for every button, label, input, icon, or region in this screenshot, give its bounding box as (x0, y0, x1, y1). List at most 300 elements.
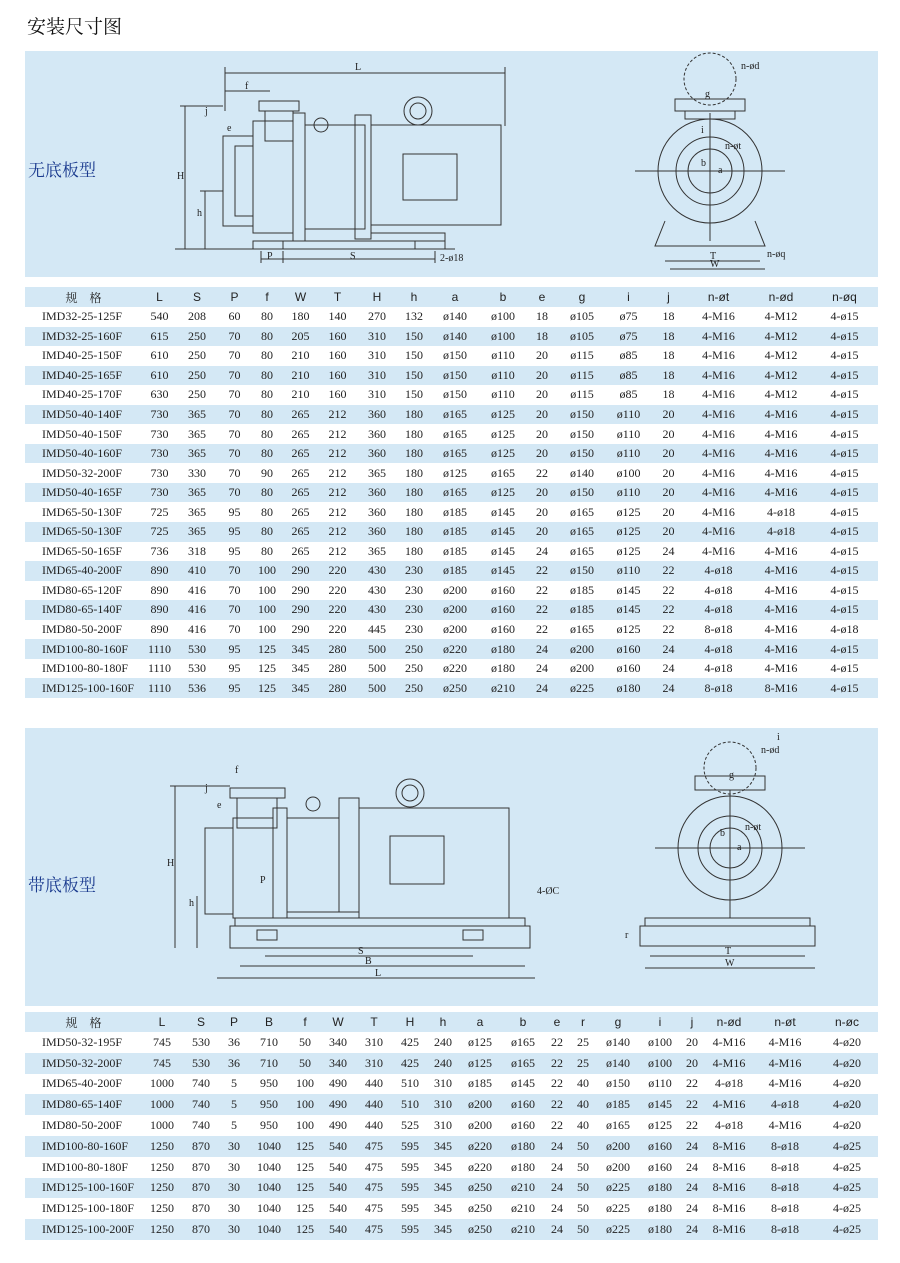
table-cell: 490 (320, 1074, 356, 1095)
table-cell: 8-ø18 (686, 678, 751, 698)
table-row (25, 1198, 878, 1219)
table-cell: 4-ø18 (686, 600, 751, 620)
table-cell: 24 (680, 1178, 704, 1199)
table-cell: 4-M16 (751, 483, 811, 503)
column-header: g (596, 1012, 640, 1032)
svg-text:n-ød: n-ød (741, 61, 760, 72)
table-cell: 24 (651, 678, 686, 698)
model-cell: IMD50-40-140F (25, 405, 142, 425)
svg-text:4-ØC: 4-ØC (537, 886, 560, 897)
table-cell: 24 (651, 542, 686, 562)
table-cell: 70 (217, 463, 252, 483)
table-cell: 4-ø20 (816, 1094, 878, 1115)
table-cell: 500 (356, 678, 398, 698)
table-cell: 430 (356, 581, 398, 601)
table-cell: 4-M16 (751, 600, 811, 620)
table-cell: ø180 (640, 1198, 680, 1219)
table-cell: 24 (544, 1157, 570, 1178)
table-cell: ø180 (640, 1178, 680, 1199)
table-cell: 730 (142, 463, 177, 483)
table-cell: ø110 (640, 1074, 680, 1095)
table-cell: 80 (252, 385, 282, 405)
table-cell: 80 (252, 366, 282, 386)
table-cell: 4-M16 (686, 405, 751, 425)
table-cell: 160 (319, 385, 356, 405)
column-header: r (570, 1012, 596, 1032)
table-cell: ø160 (606, 639, 651, 659)
table-cell: 20 (526, 424, 558, 444)
table-cell: 240 (428, 1053, 458, 1074)
table-cell: 100 (252, 561, 282, 581)
table-row (25, 1157, 878, 1178)
model-cell: IMD50-40-150F (25, 424, 142, 444)
table-cell: 180 (398, 424, 430, 444)
table-cell: 250 (398, 659, 430, 679)
table-cell: 4-M12 (751, 385, 811, 405)
table-cell: 416 (177, 620, 217, 640)
table-cell: ø165 (558, 542, 606, 562)
table-cell: 365 (356, 463, 398, 483)
table-row (25, 639, 878, 659)
svg-text:S: S (350, 251, 356, 262)
table-cell: 180 (398, 463, 430, 483)
table-cell: 4-ø15 (811, 327, 878, 347)
table-cell: 445 (356, 620, 398, 640)
table-cell: 24 (680, 1157, 704, 1178)
table-cell: 530 (182, 1032, 220, 1053)
table-cell: 365 (356, 542, 398, 562)
svg-text:b: b (701, 158, 706, 169)
table-cell: 8-ø18 (754, 1136, 816, 1157)
table-cell: ø125 (480, 444, 526, 464)
table-cell: 22 (544, 1032, 570, 1053)
table-cell: 22 (544, 1115, 570, 1136)
table-cell: 540 (320, 1157, 356, 1178)
table-cell: 20 (651, 424, 686, 444)
table-cell: ø185 (458, 1074, 502, 1095)
table-cell: ø200 (458, 1094, 502, 1115)
table-cell: 24 (526, 659, 558, 679)
table-cell: ø110 (480, 366, 526, 386)
table-cell: ø150 (558, 405, 606, 425)
table-cell: 25 (570, 1032, 596, 1053)
table-cell: 740 (182, 1094, 220, 1115)
table-cell: 265 (282, 522, 319, 542)
column-header: 规 格 (25, 1012, 142, 1032)
table-cell: ø105 (558, 307, 606, 327)
svg-text:f: f (235, 765, 239, 776)
table-cell: 20 (651, 483, 686, 503)
table-row (25, 1094, 878, 1115)
table-cell: 50 (570, 1219, 596, 1240)
table-cell: 60 (217, 307, 252, 327)
table-cell: 310 (428, 1115, 458, 1136)
table-cell: ø200 (430, 600, 480, 620)
table-cell: 265 (282, 405, 319, 425)
table-cell: ø185 (430, 502, 480, 522)
table-cell: 490 (320, 1094, 356, 1115)
table-cell: 180 (282, 307, 319, 327)
svg-text:L: L (375, 968, 382, 979)
table-row (25, 366, 878, 386)
table-cell: 205 (282, 327, 319, 347)
table-cell: 360 (356, 444, 398, 464)
table-cell: 212 (319, 463, 356, 483)
table-cell: ø125 (430, 463, 480, 483)
svg-text:n-øt: n-øt (745, 822, 762, 833)
table-cell: ø140 (596, 1032, 640, 1053)
table-cell: 290 (282, 620, 319, 640)
table-cell: 80 (252, 405, 282, 425)
table-cell: 24 (544, 1178, 570, 1199)
table-cell: 310 (428, 1074, 458, 1095)
table-cell: 4-M16 (686, 385, 751, 405)
table-cell: 180 (398, 542, 430, 562)
table-cell: ø125 (640, 1115, 680, 1136)
side-view-no-baseplate (175, 67, 505, 263)
table-cell: 80 (252, 346, 282, 366)
table-cell: 265 (282, 424, 319, 444)
table-cell: 345 (282, 639, 319, 659)
table-cell: 4-M16 (751, 424, 811, 444)
table-cell: 1040 (248, 1157, 290, 1178)
table-cell: 4-ø18 (686, 561, 751, 581)
table-cell: 180 (398, 502, 430, 522)
table-cell: 475 (356, 1136, 392, 1157)
table-cell: 5 (220, 1074, 248, 1095)
column-header: n-øc (816, 1012, 878, 1032)
model-cell: IMD40-25-170F (25, 385, 142, 405)
table-cell: ø160 (606, 659, 651, 679)
table-cell: ø165 (430, 424, 480, 444)
table-cell: 70 (217, 581, 252, 601)
svg-text:h: h (197, 208, 202, 219)
table-cell: ø165 (502, 1032, 544, 1053)
table-cell: 30 (220, 1136, 248, 1157)
table-cell: 150 (398, 346, 430, 366)
table-cell: 4-M16 (686, 483, 751, 503)
svg-text:n-øq: n-øq (767, 249, 786, 260)
table-cell: ø145 (606, 581, 651, 601)
svg-text:H: H (177, 171, 185, 182)
table-cell: ø125 (458, 1053, 502, 1074)
table-cell: 90 (252, 463, 282, 483)
table-cell: 710 (248, 1053, 290, 1074)
model-cell: IMD125-100-160F (25, 678, 142, 698)
table-cell: 95 (217, 639, 252, 659)
table-cell: 95 (217, 522, 252, 542)
table-cell: 4-ø15 (811, 542, 878, 562)
table-cell: 180 (398, 483, 430, 503)
table-cell: 365 (177, 483, 217, 503)
table-cell: 210 (282, 346, 319, 366)
table-cell: 125 (290, 1136, 320, 1157)
table-cell: 1000 (142, 1094, 182, 1115)
table-cell: 540 (320, 1178, 356, 1199)
table-cell: 22 (526, 561, 558, 581)
table-cell: 1000 (142, 1074, 182, 1095)
table-cell: 22 (651, 600, 686, 620)
table-cell: 208 (177, 307, 217, 327)
table-row (25, 581, 878, 601)
table-cell: 20 (680, 1053, 704, 1074)
table-cell: 475 (356, 1157, 392, 1178)
table-cell: 70 (217, 424, 252, 444)
table-cell: 20 (526, 405, 558, 425)
svg-text:T: T (725, 946, 732, 957)
table-cell: ø180 (502, 1157, 544, 1178)
table-cell: 610 (142, 366, 177, 386)
table-cell: 20 (651, 405, 686, 425)
table-cell: 730 (142, 483, 177, 503)
table-cell: 95 (217, 542, 252, 562)
table-cell: 4-M16 (751, 463, 811, 483)
table-cell: ø125 (606, 620, 651, 640)
svg-text:h: h (189, 898, 194, 909)
table-cell: 20 (651, 522, 686, 542)
table-cell: ø110 (606, 424, 651, 444)
table-cell: ø125 (480, 424, 526, 444)
table-cell: 250 (177, 346, 217, 366)
table-cell: ø180 (606, 678, 651, 698)
table-cell: 870 (182, 1157, 220, 1178)
column-header: n-ød (751, 287, 811, 307)
table-cell: 345 (282, 659, 319, 679)
table-row (25, 463, 878, 483)
table-cell: 24 (544, 1136, 570, 1157)
table-cell: 220 (319, 620, 356, 640)
table-cell: 4-M12 (751, 346, 811, 366)
table-cell: 360 (356, 424, 398, 444)
svg-text:i: i (777, 732, 780, 743)
table-cell: 8-M16 (704, 1198, 754, 1219)
table-cell: 8-ø18 (686, 620, 751, 640)
table-cell: ø145 (480, 502, 526, 522)
table-cell: 4-ø18 (704, 1074, 754, 1095)
section-label-no-baseplate: 无底板型 (28, 161, 96, 181)
table-cell: 1250 (142, 1198, 182, 1219)
spec-table-with-baseplate (25, 1012, 878, 1240)
table-cell: ø150 (430, 385, 480, 405)
column-header: 规 格 (25, 287, 142, 307)
table-cell: 22 (680, 1074, 704, 1095)
table-cell: ø165 (480, 463, 526, 483)
table-cell: 730 (142, 405, 177, 425)
table-cell: 500 (356, 639, 398, 659)
column-header: H (392, 1012, 428, 1032)
column-header: n-øt (754, 1012, 816, 1032)
table-cell: ø160 (480, 581, 526, 601)
table-cell: 8-ø18 (754, 1198, 816, 1219)
table-row (25, 659, 878, 679)
table-cell: 150 (398, 366, 430, 386)
table-cell: 730 (142, 444, 177, 464)
table-cell: 4-M16 (754, 1053, 816, 1074)
table-cell: 4-M16 (686, 444, 751, 464)
table-cell: 22 (544, 1074, 570, 1095)
model-cell: IMD32-25-160F (25, 327, 142, 347)
table-cell: 80 (252, 444, 282, 464)
table-cell: 595 (392, 1157, 428, 1178)
model-cell: IMD100-80-160F (25, 639, 142, 659)
table-cell: 22 (651, 620, 686, 640)
table-cell: 20 (526, 385, 558, 405)
table-cell: ø160 (480, 620, 526, 640)
table-cell: ø220 (430, 659, 480, 679)
table-cell: ø100 (640, 1053, 680, 1074)
table-cell: 210 (282, 385, 319, 405)
table-cell: 890 (142, 620, 177, 640)
svg-text:2-ø18: 2-ø18 (440, 253, 464, 264)
table-cell: 212 (319, 405, 356, 425)
table-cell: 4-M16 (704, 1053, 754, 1074)
table-cell: 365 (177, 444, 217, 464)
table-cell: 345 (428, 1136, 458, 1157)
table-cell: 50 (570, 1178, 596, 1199)
table-cell: 8-M16 (704, 1157, 754, 1178)
table-cell: 180 (398, 405, 430, 425)
table-row (25, 620, 878, 640)
table-cell: 500 (356, 659, 398, 679)
table-cell: 22 (544, 1053, 570, 1074)
table-cell: 18 (526, 327, 558, 347)
table-cell: 220 (319, 600, 356, 620)
table-cell: 125 (290, 1178, 320, 1199)
table-cell: 365 (177, 502, 217, 522)
model-cell: IMD100-80-160F (25, 1136, 142, 1157)
table-cell: 310 (356, 1032, 392, 1053)
table-row (25, 1032, 878, 1053)
table-cell: 540 (320, 1198, 356, 1219)
table-cell: 150 (398, 327, 430, 347)
table-row (25, 561, 878, 581)
table-cell: 540 (320, 1136, 356, 1157)
model-cell: IMD65-40-200F (25, 1074, 142, 1095)
table-cell: 360 (356, 502, 398, 522)
table-cell: 160 (319, 327, 356, 347)
table-cell: ø150 (558, 444, 606, 464)
table-cell: 20 (651, 444, 686, 464)
table-cell: 475 (356, 1219, 392, 1240)
model-cell: IMD50-32-200F (25, 1053, 142, 1074)
table-cell: 4-M16 (751, 444, 811, 464)
table-cell: 18 (651, 385, 686, 405)
table-cell: ø140 (430, 327, 480, 347)
table-cell: ø160 (502, 1094, 544, 1115)
table-cell: 4-ø15 (811, 639, 878, 659)
table-cell: ø75 (606, 307, 651, 327)
table-cell: 20 (680, 1032, 704, 1053)
table-cell: 250 (177, 385, 217, 405)
table-cell: 125 (252, 678, 282, 698)
table-cell: 160 (319, 366, 356, 386)
table-cell: 212 (319, 424, 356, 444)
svg-text:j: j (205, 783, 208, 794)
table-cell: ø250 (458, 1219, 502, 1240)
table-cell: 310 (356, 385, 398, 405)
table-cell: 725 (142, 502, 177, 522)
svg-text:T: T (710, 251, 717, 262)
svg-text:g: g (729, 770, 734, 781)
table-cell: ø210 (502, 1198, 544, 1219)
table-cell: ø125 (606, 502, 651, 522)
table-cell: 24 (544, 1198, 570, 1219)
drawing-panel-with-baseplate (25, 728, 878, 1006)
page-title: 安装尺寸图 (27, 16, 123, 38)
table-cell: 360 (356, 405, 398, 425)
table-cell: 230 (398, 600, 430, 620)
table-cell: 70 (217, 366, 252, 386)
table-cell: 212 (319, 444, 356, 464)
table-cell: 18 (651, 366, 686, 386)
table-cell: ø165 (502, 1053, 544, 1074)
table-cell: 22 (526, 620, 558, 640)
table-cell: 20 (651, 463, 686, 483)
table-cell: ø85 (606, 346, 651, 366)
svg-text:b: b (720, 828, 725, 839)
column-header: n-øt (686, 287, 751, 307)
table-cell: 318 (177, 542, 217, 562)
table-cell: 4-M16 (704, 1094, 754, 1115)
table-cell: ø110 (606, 561, 651, 581)
table-row (25, 327, 878, 347)
table-cell: 710 (248, 1032, 290, 1053)
table-row (25, 1053, 878, 1074)
table-cell: 440 (356, 1094, 392, 1115)
table-cell: 280 (319, 678, 356, 698)
table-row (25, 600, 878, 620)
column-header: f (290, 1012, 320, 1032)
table-cell: 540 (320, 1219, 356, 1240)
table-cell: ø140 (596, 1053, 640, 1074)
table-cell: 30 (220, 1219, 248, 1240)
table-cell: 50 (570, 1136, 596, 1157)
svg-text:H: H (167, 858, 175, 869)
table-cell: 18 (651, 346, 686, 366)
front-view-with-baseplate (640, 742, 815, 968)
table-cell: ø200 (458, 1115, 502, 1136)
model-cell: IMD100-80-180F (25, 1157, 142, 1178)
pump-drawing-no-baseplate (25, 51, 878, 277)
table-cell: 40 (570, 1094, 596, 1115)
column-header: W (282, 287, 319, 307)
table-cell: 1250 (142, 1157, 182, 1178)
table-cell: 740 (182, 1074, 220, 1095)
table-cell: 615 (142, 327, 177, 347)
table-cell: ø185 (430, 561, 480, 581)
table-cell: 125 (290, 1219, 320, 1240)
table-cell: 4-M16 (754, 1115, 816, 1136)
pump-drawing-with-baseplate (25, 728, 878, 1006)
column-header: T (356, 1012, 392, 1032)
table-cell: 20 (526, 444, 558, 464)
table-cell: 125 (290, 1198, 320, 1219)
table-cell: 4-M16 (751, 620, 811, 640)
column-header: h (398, 287, 430, 307)
table-cell: 736 (142, 542, 177, 562)
table-cell: 24 (680, 1136, 704, 1157)
model-cell: IMD125-100-180F (25, 1198, 142, 1219)
table-cell: 1040 (248, 1136, 290, 1157)
table-cell: 4-ø20 (816, 1053, 878, 1074)
table-cell: 4-ø15 (811, 600, 878, 620)
table-cell: ø145 (640, 1094, 680, 1115)
table-cell: 1250 (142, 1136, 182, 1157)
column-header: W (320, 1012, 356, 1032)
table-cell: 440 (356, 1115, 392, 1136)
table-cell: 50 (290, 1032, 320, 1053)
table-cell: 4-ø25 (816, 1198, 878, 1219)
